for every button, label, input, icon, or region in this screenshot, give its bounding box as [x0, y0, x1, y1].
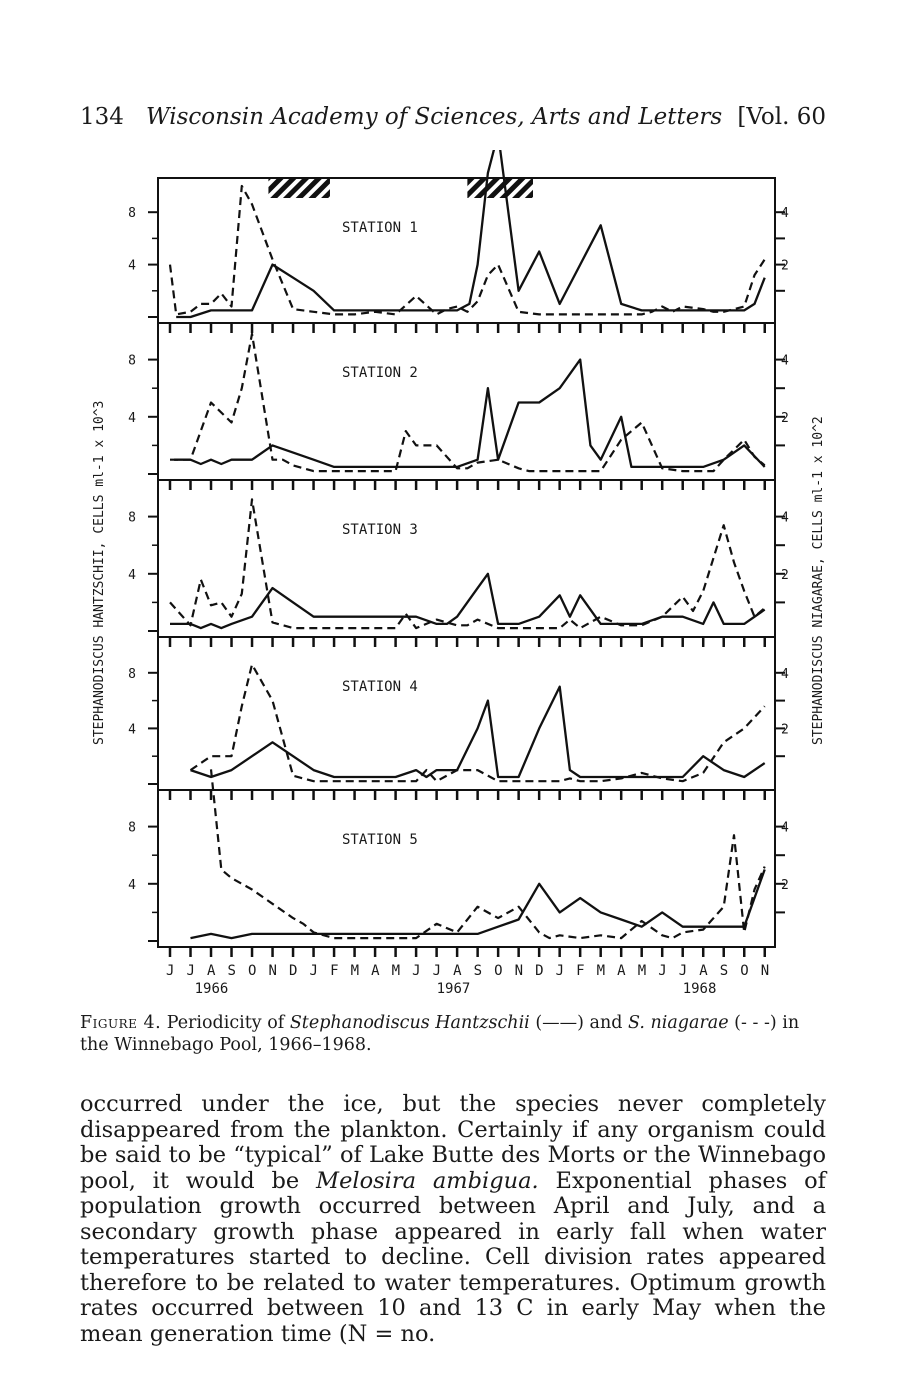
- station-panel: [148, 480, 785, 647]
- month-label: J: [432, 963, 442, 979]
- month-label: S: [227, 963, 236, 979]
- year-label: 1967: [436, 981, 471, 997]
- month-label: J: [166, 963, 175, 979]
- month-label: J: [555, 963, 565, 979]
- ice-cover-bar: [268, 178, 330, 198]
- right-tick-label: 2: [781, 877, 789, 893]
- station-label: STATION 4: [342, 679, 418, 695]
- body-text-part-2: Exponential phases of population growth occurred between April and July, and a secondary growth phase appeared in early fall when water temperatures started to decline. Cell division rates appeared therefore to be related to water temperatures. Optimum growth rates occurred between 10 and 13 C in early May when the mean generation time (N = no.: [80, 1167, 826, 1347]
- left-tick-label: 4: [128, 410, 136, 426]
- series-hantzschii-line: [176, 150, 765, 317]
- station-label: STATION 1: [342, 220, 418, 236]
- series-hantzschii-line: [191, 870, 765, 939]
- left-tick-label: 8: [128, 353, 136, 369]
- month-label: J: [309, 963, 318, 979]
- month-label: M: [391, 963, 401, 979]
- series-niagarae-line: [170, 334, 765, 471]
- caption-species-1: Stephanodiscus Hantzschii: [289, 1013, 530, 1033]
- right-tick-label: 2: [781, 410, 789, 426]
- month-label: J: [412, 963, 421, 979]
- journal-title: Wisconsin Academy of Sciences, Arts and Letters: [146, 104, 723, 130]
- month-label: A: [453, 963, 462, 979]
- month-label: F: [330, 963, 339, 979]
- panel-frame: [158, 790, 775, 947]
- left-tick-label: 8: [128, 206, 136, 222]
- month-label: A: [207, 963, 216, 979]
- series-hantzschii-line: [174, 360, 765, 467]
- left-tick-label: 8: [128, 820, 136, 836]
- right-tick-label: 4: [781, 666, 789, 682]
- month-label: J: [678, 963, 688, 979]
- right-tick-label: 4: [781, 206, 789, 222]
- month-label: O: [494, 963, 503, 979]
- month-label: S: [719, 963, 729, 979]
- month-label: M: [596, 963, 606, 979]
- month-label: A: [371, 963, 380, 979]
- caption-text-2: (——) and: [529, 1013, 629, 1033]
- month-label: A: [699, 963, 708, 979]
- figure-caption: [80, 1012, 826, 1056]
- body-species: Melosira ambigua.: [316, 1167, 539, 1194]
- right-tick-label: 2: [781, 567, 789, 583]
- caption-text-3: (- - -) in the Winnebago Pool, 1966–1968.: [80, 1013, 800, 1055]
- month-label: M: [637, 963, 647, 979]
- left-tick-label: 4: [128, 722, 136, 738]
- ice-cover-bar: [467, 178, 533, 198]
- body-paragraph: [80, 1092, 826, 1347]
- body-text-part-1: occurred under the ice, but the species never completely disappeared from the plankton. Certainly if any organism could be said to be “typical” of Lake Butte des Morts or the Winnebago pool, it would be: [80, 1091, 826, 1194]
- y-axis-label-right: STEPHANODISCUS NIAGARAE, CELLS ml-1 x 10^2: [811, 416, 826, 745]
- panel-frame: [158, 178, 775, 323]
- month-label: M: [350, 963, 360, 979]
- periodicity-chart: [0, 150, 912, 1010]
- page-header: [80, 104, 826, 138]
- station-label: STATION 2: [342, 365, 418, 381]
- caption-species-2: S. niagarae: [628, 1013, 729, 1033]
- month-label: N: [268, 963, 277, 979]
- month-label: A: [617, 963, 626, 979]
- right-tick-label: 4: [781, 353, 789, 369]
- month-label: J: [658, 963, 667, 979]
- station-panel: [148, 150, 785, 333]
- series-hantzschii-line: [191, 687, 765, 777]
- month-label: N: [514, 963, 524, 979]
- series-niagarae-line: [170, 499, 765, 628]
- right-tick-label: 4: [781, 820, 789, 836]
- series-hantzschii-line: [170, 574, 765, 628]
- month-label: J: [186, 963, 195, 979]
- right-tick-label: 2: [781, 258, 789, 274]
- left-tick-label: 4: [128, 567, 136, 583]
- panel-frame: [158, 637, 775, 790]
- month-label: D: [535, 963, 544, 979]
- left-tick-label: 8: [128, 666, 136, 682]
- page-number: 134: [80, 104, 124, 130]
- y-axis-label-left: STEPHANODISCUS HANTZSCHII, CELLS ml-1 x 10^3: [92, 400, 107, 745]
- year-label: 1968: [682, 981, 717, 997]
- month-label: O: [740, 963, 749, 979]
- left-tick-label: 4: [128, 258, 136, 274]
- left-tick-label: 4: [128, 877, 136, 893]
- right-tick-label: 4: [781, 510, 789, 526]
- month-label: F: [576, 963, 585, 979]
- series-niagarae-line: [191, 665, 765, 782]
- station-label: STATION 5: [342, 832, 418, 848]
- month-label: D: [289, 963, 298, 979]
- station-label: STATION 3: [342, 522, 418, 538]
- volume-label: [Vol. 60: [737, 104, 826, 130]
- station-panel: [148, 769, 785, 957]
- left-tick-label: 8: [128, 510, 136, 526]
- right-tick-label: 2: [781, 722, 789, 738]
- station-panel: [148, 637, 785, 800]
- caption-text-1: Periodicity of: [161, 1013, 290, 1033]
- year-label: 1966: [194, 981, 229, 997]
- month-label: N: [760, 963, 770, 979]
- station-panel: [148, 323, 785, 490]
- caption-figure-label: Figure 4.: [80, 1013, 162, 1033]
- month-label: S: [473, 963, 483, 979]
- month-label: O: [248, 963, 257, 979]
